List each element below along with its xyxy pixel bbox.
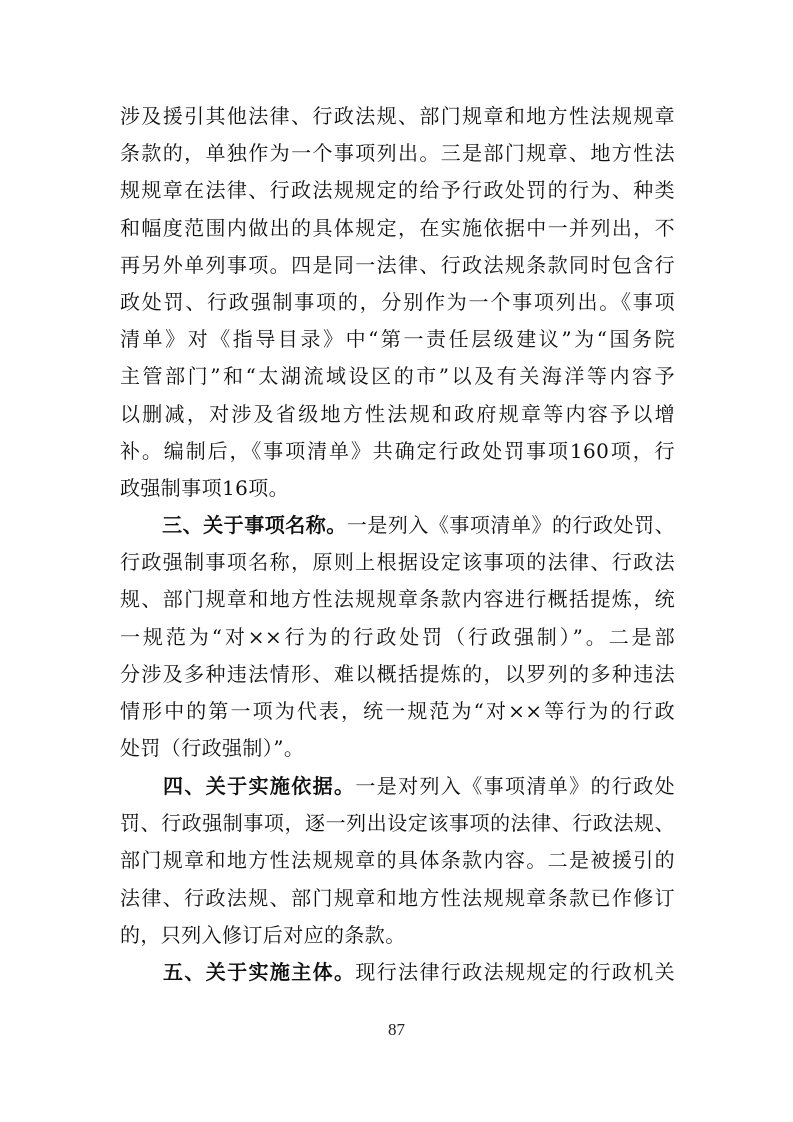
paragraph-continuation bbox=[120, 98, 675, 507]
section-heading: 五、关于实施主体。 bbox=[162, 960, 356, 984]
text-line: 政处罚、行政强制事项的，分别作为一个事项列出。《事项 bbox=[120, 289, 675, 314]
text-line: 行政强制事项名称，原则上根据设定该事项的法律、行政法 bbox=[120, 550, 675, 575]
section-heading: 三、关于事项名称。 bbox=[162, 513, 347, 537]
text-line: 罚、行政强制事项，逐一列出设定该事项的法律、行政法规、 bbox=[120, 811, 675, 836]
text-line: 和幅度范围内做出的具体规定，在实施依据中一并列出，不 bbox=[120, 215, 675, 240]
section-first-line bbox=[120, 507, 675, 544]
text-line: 规、部门规章和地方性法规规章条款内容进行概括提炼，统 bbox=[120, 587, 675, 612]
section-legal-basis bbox=[120, 768, 675, 954]
section-text: 一是列入《事项清单》的行政处罚、 bbox=[346, 513, 675, 537]
text-line: 以删减，对涉及省级地方性法规和政府规章等内容予以增 bbox=[120, 401, 675, 426]
section-event-names bbox=[120, 507, 675, 767]
text-line: 情形中的第一项为代表，统一规范为“对××等行为的行政 bbox=[120, 698, 675, 723]
page-number: 87 bbox=[388, 1020, 405, 1039]
text-line: 法律、行政法规、部门规章和地方性法规规章条款已作修订 bbox=[120, 885, 675, 910]
text-line: 的，只列入修订后对应的条款。 bbox=[120, 922, 406, 947]
section-heading: 四、关于实施依据。 bbox=[162, 774, 356, 798]
text-line: 部门规章和地方性法规规章的具体条款内容。二是被援引的 bbox=[120, 848, 675, 873]
text-line: 再另外单列事项。四是同一法律、行政法规条款同时包含行 bbox=[120, 252, 675, 277]
section-first-line bbox=[120, 954, 675, 991]
section-text: 一是对列入《事项清单》的行政处 bbox=[355, 774, 675, 798]
text-line: 分涉及多种违法情形、难以概括提炼的，以罗列的多种违法 bbox=[120, 661, 675, 686]
text-line: 补。编制后，《事项清单》共确定行政处罚事项160项，行 bbox=[120, 438, 675, 463]
text-line: 处罚（行政强制）”。 bbox=[120, 736, 305, 761]
section-implementing-body bbox=[120, 954, 675, 991]
text-line: 主管部门”和“太湖流域设区的市”以及有关海洋等内容予 bbox=[120, 364, 675, 389]
text-line: 条款的，单独作为一个事项列出。三是部门规章、地方性法 bbox=[120, 141, 675, 166]
text-line: 涉及援引其他法律、行政法规、部门规章和地方性法规规章 bbox=[120, 104, 675, 128]
text-line: 政强制事项16项。 bbox=[120, 475, 290, 500]
text-line: 清单》对《指导目录》中“第一责任层级建议”为“国务院 bbox=[120, 327, 675, 352]
section-text: 现行法律行政法规规定的行政机关 bbox=[355, 960, 675, 984]
section-first-line bbox=[120, 768, 675, 805]
text-line: 规规章在法律、行政法规规定的给予行政处罚的行为、种类 bbox=[120, 178, 675, 203]
text-line: 一规范为“对××行为的行政处罚（行政强制）”。二是部 bbox=[120, 624, 675, 649]
